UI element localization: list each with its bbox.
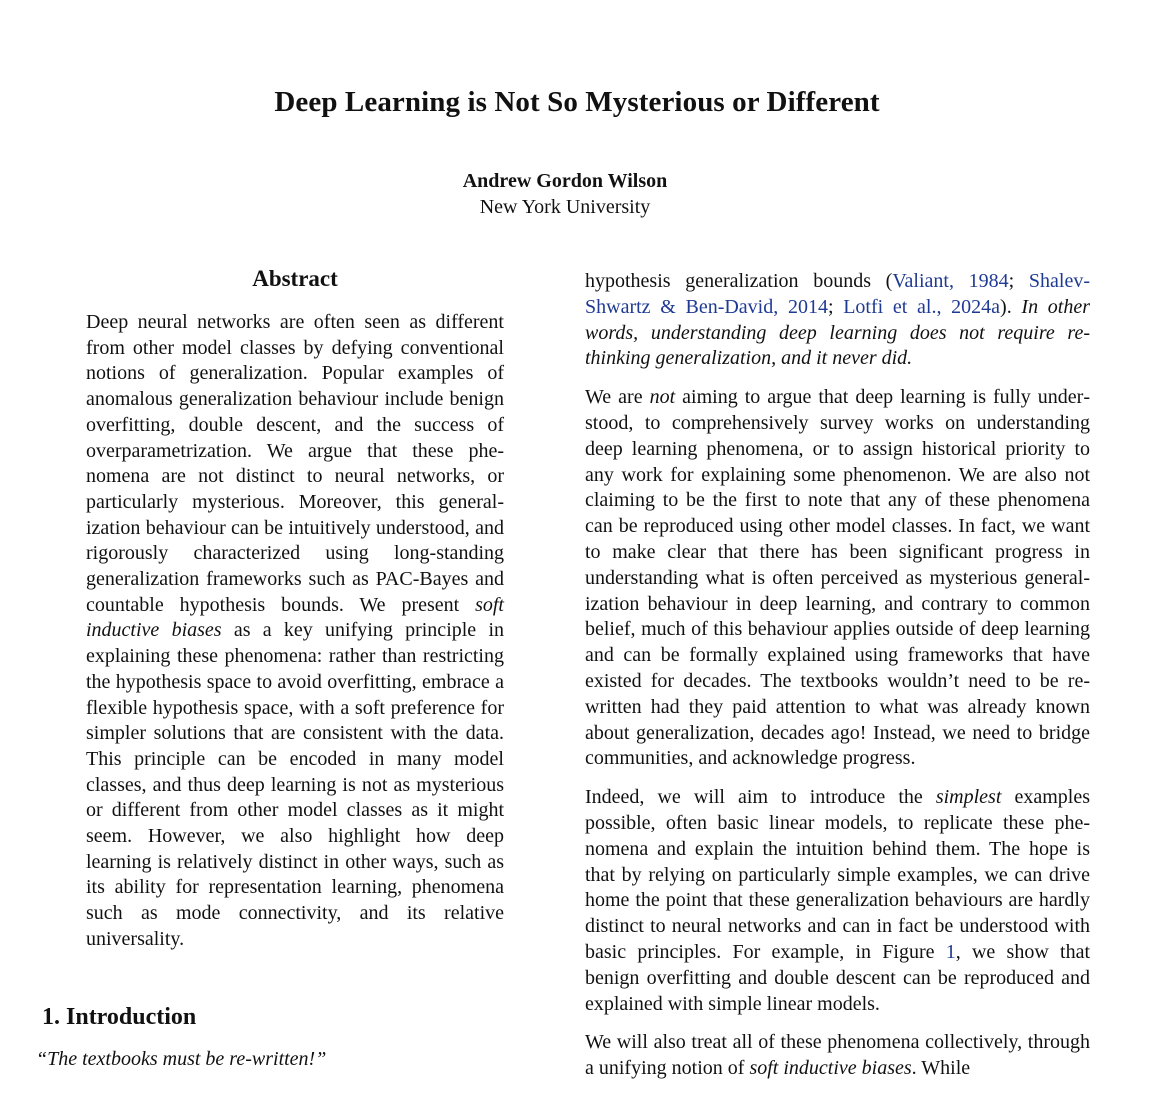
abstract-heading: Abstract bbox=[252, 266, 338, 291]
text: aiming to argue that deep learning is fully understood, to comprehensively survey works on understanding deep learning phenomena, or to assign historical priority to any work for explaining some phenomenon. We are also not claiming to be the first to note that any of these phenomena can be reproduced using other model classes. In fact, we want to make clear that there has been significant progress in understanding what is often perceived as mysterious generalization behaviour in deep learning, and contrary to common belief, much of this behaviour applies outside of deep learning and can be formally explained using frameworks that have existed for decades. The textbooks wouldn’t need to be re-written had they paid attention to what was already known about generalization, decades ago! Instead, we need to bridge communities, and acknowledge progress. bbox=[585, 386, 1090, 770]
abstract-body bbox=[86, 310, 504, 953]
text: ; bbox=[1008, 270, 1029, 292]
text: , we show that benign overfitting and double descent can be reproduced and explained with simple linear models. bbox=[585, 940, 1091, 1015]
abstract-text-part-2: as a key unifying principle in explaining these phenomena: rather than restricting the hypothesis space to avoid overfitting, embrace a flexible hypothesis space, with a soft preference for simpler solutions that are consistent with the data. This principle can be encoded in many model classes, and thus deep learning is not as mysterious or different from other model classes as it might seem. However, we also highlight how deep learning is relatively distinct in other ways, such as its ability for representation learning, phenomena such as mode connectivity, and its relative universality. bbox=[86, 619, 504, 950]
text: ; bbox=[827, 295, 844, 318]
italic-text: simplest bbox=[935, 786, 1002, 809]
text: We are bbox=[585, 386, 650, 409]
abstract-emphasis: soft inductive biases bbox=[86, 593, 504, 642]
author-affiliation: New York University bbox=[479, 196, 651, 218]
text: examples possible, often basic linear models, to replicate these phenomena and explain the intuition behind them. The hope is that by relying on particularly simple examples, we can drive home the point that these generalization behaviours are hardly distinct to neural networks and can in fact be understood with basic principles. For example, in Figure bbox=[585, 786, 1091, 963]
paper-title: Deep Learning is Not So Mysterious or Different bbox=[274, 86, 880, 118]
paragraph-4 bbox=[585, 1030, 1090, 1082]
citation-lotfi-2024a[interactable]: Lotfi et al., 2024a bbox=[843, 295, 1001, 318]
italic-text: In other words, understanding deep learning does not require rethinking generalization, and it never did. bbox=[585, 295, 1090, 370]
italic-text: soft inductive biases bbox=[749, 1057, 912, 1080]
text: hypothesis generalization bounds ( bbox=[585, 270, 893, 292]
text: We will also treat all of these phenomena collectively, through a unifying notion of bbox=[585, 1031, 1090, 1080]
epigraph-quote: “The textbooks must be re-written!” bbox=[36, 1048, 327, 1070]
citation-valiant-1984[interactable]: Valiant, 1984 bbox=[892, 270, 1009, 292]
text: ). bbox=[1000, 295, 1022, 318]
paragraph-1 bbox=[585, 269, 1090, 372]
author-name: Andrew Gordon Wilson bbox=[462, 170, 668, 192]
text: . While bbox=[911, 1057, 971, 1080]
italic-text: not bbox=[649, 386, 676, 409]
abstract-text-part-1: Deep neural networks are often seen as different from other model classes by defying conventional notions of generalization. Popular examples of anomalous generalization behaviour include benign overfitting, double descent, and the success of overparametrization. We argue that these phenomena are not distinct to neural networks, or particularly mysterious. Moreover, this generalization behaviour can be intuitively understood, and rigorously characterized using long-standing generalization frameworks such as PAC-Bayes and countable hypothesis bounds. We present bbox=[86, 311, 504, 616]
right-column bbox=[585, 269, 1090, 1095]
paragraph-3 bbox=[585, 785, 1090, 1017]
section-heading-introduction: 1. Introduction bbox=[42, 1004, 197, 1030]
figure-reference-1[interactable]: 1 bbox=[945, 940, 956, 963]
paragraph-2 bbox=[585, 385, 1090, 772]
text: Indeed, we will aim to introduce the bbox=[585, 786, 936, 809]
citation-shalev-shwartz-2014[interactable]: Shalev-Shwartz & Ben-David, 2014 bbox=[585, 270, 1091, 318]
